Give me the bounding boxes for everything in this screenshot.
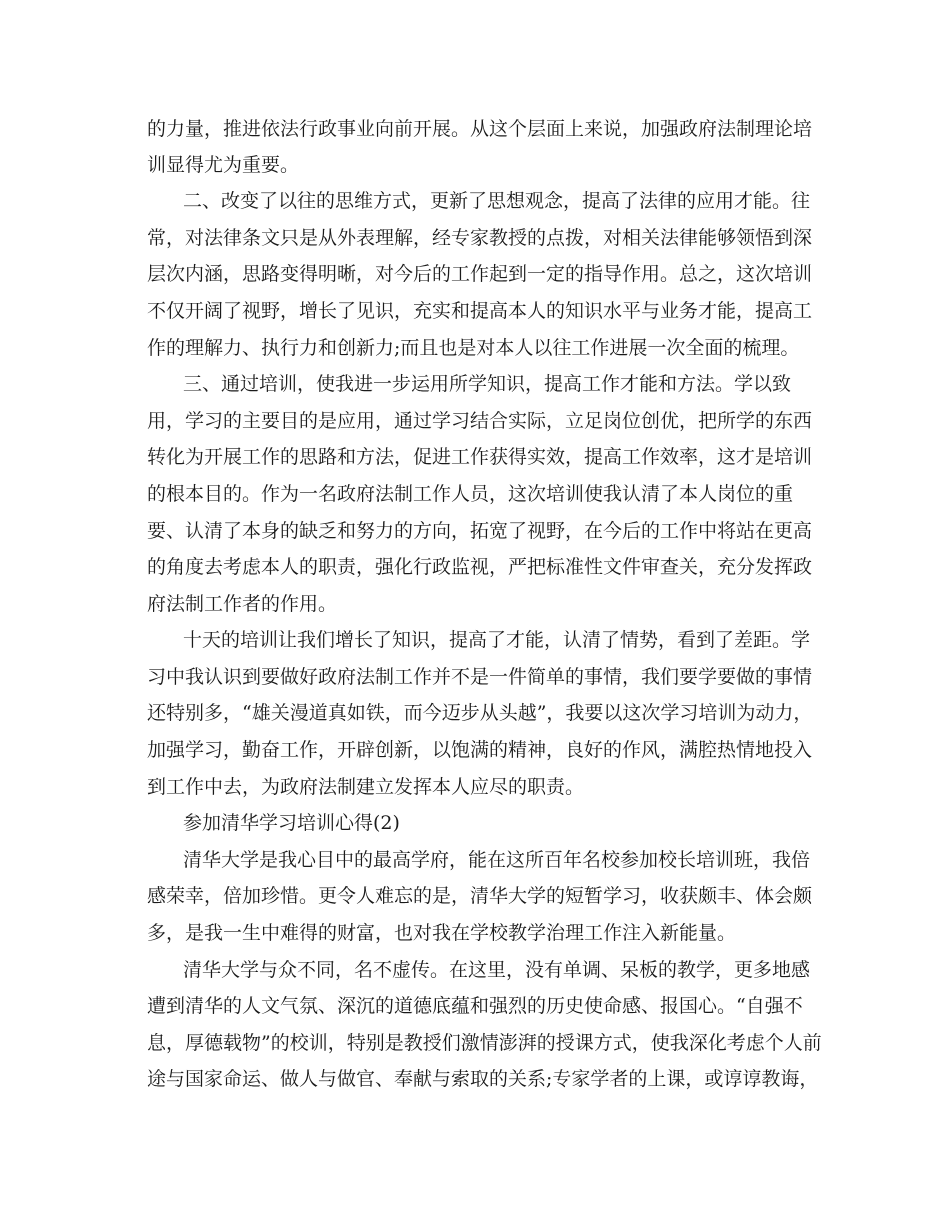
text-line: 转化为开展工作的思路和方法，促进工作获得实效，提高工作效率，这才是培训 bbox=[147, 446, 813, 468]
text-line: 不仅开阔了视野，增长了见识，充实和提高本人的知识水平与业务才能，提高工 bbox=[147, 300, 813, 322]
section-heading: 参加清华学习培训心得(2) bbox=[183, 812, 400, 834]
text-line: 息，厚德载物”的校训，特别是教授们激情澎湃的授课方式，使我深化考虑个人前 bbox=[147, 1032, 822, 1054]
text-line: 的角度去考虑本人的职责，强化行政监视，严把标准性文件审查关，充分发挥政 bbox=[147, 556, 813, 578]
text-line: 训显得尤为重要。 bbox=[147, 154, 300, 176]
text-line: 层次内涵，思路变得明晰，对今后的工作起到一定的指导作用。总之，这次培训 bbox=[147, 263, 813, 285]
text-line: 遭到清华的人文气氛、深沉的道德底蕴和强烈的历史使命感、报国心。“自强不 bbox=[147, 995, 803, 1017]
paragraph-first-line: 清华大学是我心目中的最高学府，能在这所百年名校参加校长培训班，我倍 bbox=[183, 849, 811, 871]
text-line: 府法制工作者的作用。 bbox=[147, 593, 338, 615]
text-line: 感荣幸，倍加珍惜。更令人难忘的是，清华大学的短暂学习，收获颇丰、体会颇 bbox=[147, 885, 813, 907]
text-line: 用，学习的主要目的是应用，通过学习结合实际，立足岗位创优，把所学的东西 bbox=[147, 410, 813, 432]
text-line: 到工作中去，为政府法制建立发挥本人应尽的职责。 bbox=[147, 776, 585, 798]
paragraph-first-line: 二、改变了以往的思维方式，更新了思想观念，提高了法律的应用才能。往 bbox=[183, 190, 811, 212]
text-line: 多，是我一生中难得的财富，也对我在学校教学治理工作注入新能量。 bbox=[147, 922, 737, 944]
text-line: 加强学习，勤奋工作，开辟创新，以饱满的精神，良好的作风，满腔热情地投入 bbox=[147, 739, 813, 761]
text-line: 常，对法律条文只是从外表理解，经专家教授的点拨，对相关法律能够领悟到深 bbox=[147, 227, 813, 249]
text-line: 的根本目的。作为一名政府法制工作人员，这次培训使我认清了本人岗位的重 bbox=[147, 483, 794, 505]
paragraph-first-line: 十天的培训让我们增长了知识，提高了才能，认清了情势，看到了差距。学 bbox=[183, 629, 811, 651]
paragraph-first-line: 清华大学与众不同，名不虚传。在这里，没有单调、呆板的教学，更多地感 bbox=[183, 959, 811, 981]
text-line: 习中我认识到要做好政府法制工作并不是一件简单的事情，我们要学要做的事情 bbox=[147, 666, 813, 688]
text-line: 途与国家命运、做人与做官、奉献与索取的关系;专家学者的上课，或谆谆教诲， bbox=[147, 1068, 819, 1090]
paragraph-first-line: 三、通过培训，使我进一步运用所学知识，提高工作才能和方法。学以致 bbox=[183, 373, 792, 395]
text-line: 作的理解力、执行力和创新力;而且也是对本人以往工作进展一次全面的梳理。 bbox=[147, 337, 800, 359]
text-line: 要、认清了本身的缺乏和努力的方向，拓宽了视野，在今后的工作中将站在更高 bbox=[147, 520, 813, 542]
text-line: 的力量，推进依法行政事业向前开展。从这个层面上来说，加强政府法制理论培 bbox=[147, 118, 813, 140]
text-line: 还特别多，“雄关漫道真如铁，而今迈步从头越”，我要以这次学习培训为动力， bbox=[147, 702, 813, 724]
